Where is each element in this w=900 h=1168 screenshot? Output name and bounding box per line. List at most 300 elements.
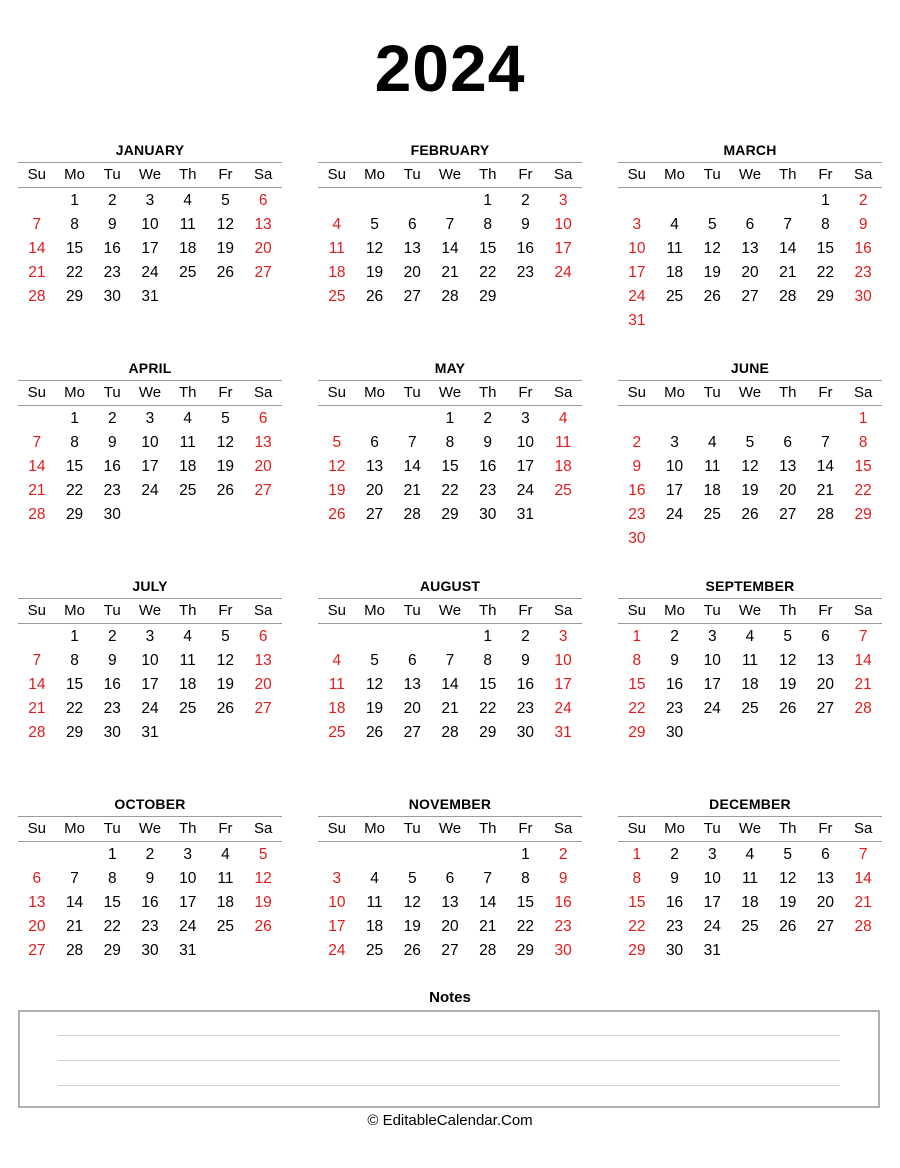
day-cell: 8 [521, 870, 530, 887]
day-cell: 18 [179, 458, 197, 475]
day-cell: 2 [670, 846, 679, 863]
day-cell: 30 [479, 506, 497, 523]
day-cell: 21 [403, 482, 421, 499]
day-cell: 1 [632, 846, 642, 863]
day-cell: 30 [103, 288, 121, 305]
day-cell: 10 [328, 894, 346, 911]
day-cell: 31 [141, 724, 159, 741]
day-cell: 8 [858, 434, 868, 451]
weekday-label: Fr [818, 602, 833, 619]
weekday-label: Th [178, 602, 197, 619]
day-cell: 5 [258, 846, 268, 863]
day-cell: 12 [779, 870, 797, 887]
weekday-label: Sa [853, 602, 873, 619]
weekday-label: We [738, 384, 762, 401]
weekday-label: We [738, 820, 762, 837]
day-cell: 12 [365, 240, 384, 257]
day-cell: 30 [554, 942, 572, 959]
day-blank [656, 189, 694, 213]
weekday-label: Su [627, 166, 647, 183]
weekday-label: Mo [364, 602, 385, 619]
day-cell: 31 [516, 506, 535, 523]
day-cell: 9 [483, 434, 493, 451]
day-cell: 7 [445, 216, 455, 233]
day-cell: 21 [28, 482, 46, 499]
day-cell: 30 [141, 942, 159, 959]
day-cell: 10 [141, 216, 159, 233]
weekday-label: Tu [403, 384, 421, 401]
month-april [18, 356, 282, 527]
weekday-label: Tu [403, 820, 421, 837]
weekday-label: Th [478, 820, 497, 837]
weekday-label: We [438, 384, 462, 401]
day-cell: 2 [558, 846, 568, 863]
day-cell: 16 [516, 676, 535, 693]
day-cell: 15 [441, 458, 459, 475]
day-cell: 13 [254, 652, 272, 669]
month-name: JANUARY [115, 142, 185, 158]
day-cell: 25 [703, 506, 721, 523]
day-cell: 29 [854, 506, 872, 523]
weekday-label: Sa [553, 602, 573, 619]
day-cell: 25 [216, 918, 235, 935]
day-cell: 8 [445, 434, 455, 451]
day-cell: 12 [779, 652, 797, 669]
day-cell: 6 [32, 870, 42, 887]
day-cell: 17 [141, 458, 159, 475]
day-cell: 20 [816, 676, 835, 693]
day-cell: 4 [183, 628, 193, 645]
day-cell: 24 [141, 482, 159, 499]
day-cell: 6 [370, 434, 379, 451]
day-cell: 5 [370, 652, 379, 669]
day-cell: 14 [65, 894, 84, 911]
weekday-label: We [138, 602, 162, 619]
day-blank [356, 407, 394, 431]
day-cell: 18 [741, 894, 759, 911]
day-cell: 11 [217, 870, 234, 887]
day-cell: 23 [516, 264, 535, 281]
month-august [318, 574, 582, 745]
day-grid [318, 189, 582, 309]
day-cell: 21 [854, 676, 872, 693]
day-cell: 28 [816, 506, 835, 523]
day-cell: 4 [745, 846, 755, 863]
day-cell: 11 [741, 652, 759, 669]
weekday-label: Sa [853, 820, 873, 837]
weekday-label: Th [478, 602, 497, 619]
day-cell: 8 [107, 870, 117, 887]
day-cell: 10 [628, 240, 646, 257]
day-cell: 26 [779, 918, 797, 935]
weekday-label: Tu [103, 820, 121, 837]
day-cell: 19 [216, 676, 235, 693]
day-grid [618, 843, 882, 963]
day-cell: 16 [665, 894, 684, 911]
weekday-label: Mo [364, 384, 385, 401]
month-name: JULY [132, 578, 168, 594]
day-cell: 28 [65, 942, 84, 959]
day-cell: 30 [628, 530, 646, 547]
day-cell: 31 [179, 942, 197, 959]
weekday-label: Fr [218, 384, 233, 401]
day-grid [18, 189, 282, 309]
day-cell: 18 [554, 458, 572, 475]
day-cell: 31 [628, 312, 646, 329]
day-cell: 2 [632, 434, 642, 451]
day-cell: 29 [441, 506, 459, 523]
day-cell: 15 [65, 458, 84, 475]
weekday-label: Sa [553, 166, 573, 183]
day-cell: 23 [103, 482, 121, 499]
day-blank [18, 625, 56, 649]
day-cell: 23 [141, 918, 159, 935]
weekday-label: We [438, 820, 462, 837]
notes-title: Notes [429, 989, 471, 1006]
day-cell: 5 [783, 846, 793, 863]
day-cell: 2 [145, 846, 155, 863]
weekday-label: Su [327, 166, 347, 183]
weekday-label: Fr [818, 384, 833, 401]
day-cell: 25 [179, 264, 197, 281]
day-cell: 18 [216, 894, 235, 911]
weekday-label: Th [178, 384, 197, 401]
day-cell: 11 [741, 870, 759, 887]
weekday-header [318, 816, 582, 842]
day-cell: 16 [554, 894, 572, 911]
day-cell: 25 [179, 700, 197, 717]
day-cell: 16 [516, 240, 535, 257]
day-cell: 24 [703, 700, 721, 717]
weekday-header [618, 816, 882, 842]
day-cell: 7 [32, 652, 42, 669]
day-cell: 11 [328, 240, 345, 257]
day-cell: 29 [65, 724, 84, 741]
day-grid [618, 189, 882, 333]
day-cell: 7 [445, 652, 455, 669]
day-cell: 20 [403, 264, 421, 281]
day-cell: 11 [179, 652, 196, 669]
day-cell: 5 [783, 628, 793, 645]
day-cell: 25 [179, 482, 197, 499]
weekday-label: Tu [703, 602, 721, 619]
day-cell: 17 [628, 264, 646, 281]
weekday-label: Su [27, 166, 47, 183]
weekday-label: Sa [853, 166, 873, 183]
day-cell: 22 [65, 264, 84, 281]
day-cell: 19 [365, 264, 384, 281]
day-cell: 8 [70, 216, 79, 233]
day-cell: 7 [821, 434, 830, 451]
day-cell: 15 [65, 676, 84, 693]
month-name: JUNE [730, 360, 770, 376]
day-blank [618, 407, 656, 431]
month-name: AUGUST [419, 578, 481, 594]
day-grid [618, 407, 882, 551]
day-cell: 19 [779, 894, 797, 911]
day-cell: 15 [479, 240, 497, 257]
day-cell: 13 [816, 870, 835, 887]
month-name: APRIL [128, 360, 172, 376]
day-grid [618, 625, 882, 745]
day-cell: 26 [703, 288, 721, 305]
day-cell: 6 [445, 870, 455, 887]
weekday-label: Su [327, 820, 347, 837]
day-blank [731, 407, 769, 431]
day-cell: 24 [628, 288, 646, 305]
day-cell: 30 [665, 724, 684, 741]
day-cell: 2 [107, 628, 117, 645]
day-cell: 23 [103, 264, 121, 281]
weekday-header [18, 816, 282, 842]
day-cell: 20 [741, 264, 759, 281]
weekday-label: Th [778, 384, 797, 401]
day-cell: 13 [403, 676, 421, 693]
day-cell: 4 [183, 192, 193, 209]
day-cell: 21 [816, 482, 835, 499]
day-cell: 17 [141, 240, 159, 257]
day-cell: 1 [858, 410, 868, 427]
day-cell: 19 [365, 700, 384, 717]
month-june [618, 356, 882, 551]
day-cell: 26 [328, 506, 346, 523]
day-cell: 2 [107, 410, 117, 427]
day-cell: 18 [328, 264, 346, 281]
weekday-label: Fr [818, 166, 833, 183]
day-cell: 14 [779, 240, 797, 257]
weekday-label: We [138, 384, 162, 401]
day-cell: 20 [403, 700, 421, 717]
weekday-label: Th [778, 820, 797, 837]
day-cell: 1 [521, 846, 530, 863]
day-cell: 15 [628, 676, 646, 693]
year-title: 2024 [374, 31, 526, 105]
day-cell: 4 [707, 434, 717, 451]
day-cell: 6 [407, 216, 417, 233]
day-cell: 28 [28, 506, 46, 523]
day-cell: 6 [258, 192, 268, 209]
day-cell: 7 [483, 870, 493, 887]
weekday-label: Sa [553, 384, 573, 401]
day-cell: 27 [816, 918, 835, 935]
month-may [318, 356, 582, 527]
day-blank [618, 189, 656, 213]
weekday-label: Fr [818, 820, 833, 837]
day-blank [393, 843, 431, 867]
day-cell: 18 [328, 700, 346, 717]
day-cell: 12 [741, 458, 759, 475]
month-name: FEBRUARY [410, 142, 490, 158]
day-cell: 3 [145, 192, 155, 209]
day-cell: 11 [366, 894, 383, 911]
day-blank [56, 843, 94, 867]
day-cell: 6 [821, 628, 830, 645]
day-cell: 11 [666, 240, 683, 257]
day-cell: 5 [221, 410, 230, 427]
weekday-label: Fr [218, 166, 233, 183]
day-cell: 8 [70, 434, 79, 451]
day-cell: 22 [441, 482, 459, 499]
weekday-label: Tu [703, 820, 721, 837]
day-cell: 1 [821, 192, 830, 209]
month-january [18, 138, 282, 309]
day-cell: 14 [816, 458, 835, 475]
weekday-label: Mo [664, 384, 685, 401]
day-cell: 23 [665, 700, 684, 717]
day-cell: 20 [254, 240, 272, 257]
notes-box[interactable] [18, 1010, 880, 1108]
day-cell: 20 [254, 458, 272, 475]
weekday-header [318, 380, 582, 406]
day-cell: 2 [107, 192, 117, 209]
day-cell: 28 [854, 918, 872, 935]
day-cell: 14 [28, 676, 46, 693]
weekday-label: Fr [218, 820, 233, 837]
day-cell: 24 [328, 942, 346, 959]
day-cell: 27 [254, 482, 272, 499]
day-cell: 19 [703, 264, 721, 281]
day-cell: 30 [854, 288, 872, 305]
weekday-label: We [738, 166, 762, 183]
month-december [618, 792, 882, 963]
day-cell: 27 [741, 288, 759, 305]
day-cell: 9 [107, 652, 117, 669]
day-cell: 22 [816, 264, 835, 281]
day-cell: 28 [854, 700, 872, 717]
weekday-label: Mo [664, 602, 685, 619]
day-cell: 21 [28, 700, 46, 717]
day-cell: 4 [332, 652, 342, 669]
day-cell: 23 [103, 700, 121, 717]
day-cell: 13 [741, 240, 759, 257]
day-cell: 12 [254, 870, 272, 887]
day-blank [431, 189, 469, 213]
day-cell: 8 [70, 652, 79, 669]
day-cell: 11 [328, 676, 345, 693]
day-cell: 4 [183, 410, 193, 427]
day-cell: 18 [365, 918, 384, 935]
day-cell: 9 [632, 458, 642, 475]
day-cell: 23 [628, 506, 646, 523]
day-cell: 21 [854, 894, 872, 911]
day-cell: 22 [516, 918, 535, 935]
day-cell: 31 [141, 288, 159, 305]
day-cell: 25 [741, 918, 759, 935]
weekday-header [18, 162, 282, 188]
day-cell: 12 [216, 652, 235, 669]
day-cell: 4 [370, 870, 379, 887]
weekday-label: Th [778, 166, 797, 183]
day-cell: 15 [65, 240, 84, 257]
day-blank [769, 189, 807, 213]
day-cell: 25 [365, 942, 384, 959]
day-blank [731, 189, 769, 213]
weekday-label: Su [627, 602, 647, 619]
day-cell: 1 [70, 628, 79, 645]
weekday-label: We [738, 602, 762, 619]
month-october [18, 792, 282, 963]
day-cell: 13 [365, 458, 384, 475]
weekday-label: Tu [403, 602, 421, 619]
day-cell: 26 [365, 288, 384, 305]
day-cell: 4 [745, 628, 755, 645]
weekday-label: Sa [253, 166, 273, 183]
day-blank [318, 407, 356, 431]
day-cell: 2 [521, 192, 530, 209]
day-blank [393, 625, 431, 649]
day-cell: 26 [403, 942, 421, 959]
day-blank [393, 407, 431, 431]
day-blank [431, 843, 469, 867]
day-cell: 10 [554, 652, 572, 669]
day-cell: 7 [32, 434, 42, 451]
weekday-label: Mo [64, 602, 85, 619]
day-cell: 20 [816, 894, 835, 911]
day-cell: 31 [703, 942, 721, 959]
day-cell: 7 [407, 434, 417, 451]
day-cell: 2 [670, 628, 679, 645]
day-cell: 27 [779, 506, 797, 523]
day-cell: 10 [141, 652, 159, 669]
day-cell: 30 [665, 942, 684, 959]
day-cell: 6 [258, 410, 268, 427]
day-cell: 29 [103, 942, 121, 959]
day-cell: 3 [521, 410, 530, 427]
day-blank [469, 843, 507, 867]
month-name: MARCH [723, 142, 777, 158]
weekday-label: Mo [364, 166, 385, 183]
day-blank [356, 189, 394, 213]
day-cell: 11 [179, 434, 196, 451]
day-cell: 7 [70, 870, 79, 887]
weekday-label: Th [778, 602, 797, 619]
day-cell: 9 [521, 652, 530, 669]
day-cell: 21 [441, 700, 459, 717]
day-blank [693, 189, 731, 213]
day-cell: 17 [554, 676, 572, 693]
day-cell: 12 [365, 676, 384, 693]
day-blank [356, 843, 394, 867]
day-cell: 23 [554, 918, 572, 935]
day-cell: 30 [103, 506, 121, 523]
day-cell: 10 [703, 870, 721, 887]
weekday-label: Su [27, 820, 47, 837]
day-cell: 14 [441, 240, 459, 257]
day-blank [18, 407, 56, 431]
day-cell: 8 [632, 652, 642, 669]
day-cell: 18 [179, 676, 197, 693]
weekday-label: Tu [103, 602, 121, 619]
day-cell: 25 [328, 724, 346, 741]
day-cell: 22 [628, 700, 646, 717]
day-cell: 9 [107, 216, 117, 233]
day-cell: 16 [103, 458, 121, 475]
day-cell: 28 [779, 288, 797, 305]
weekday-label: Mo [664, 820, 685, 837]
day-grid [318, 407, 582, 527]
day-cell: 25 [328, 288, 346, 305]
weekday-label: Sa [253, 602, 273, 619]
day-grid [18, 407, 282, 527]
weekday-label: Sa [553, 820, 573, 837]
day-cell: 29 [65, 288, 84, 305]
day-cell: 2 [858, 192, 868, 209]
day-cell: 2 [483, 410, 493, 427]
day-cell: 13 [254, 434, 272, 451]
day-cell: 13 [441, 894, 459, 911]
day-cell: 28 [441, 724, 459, 741]
day-cell: 3 [670, 434, 679, 451]
